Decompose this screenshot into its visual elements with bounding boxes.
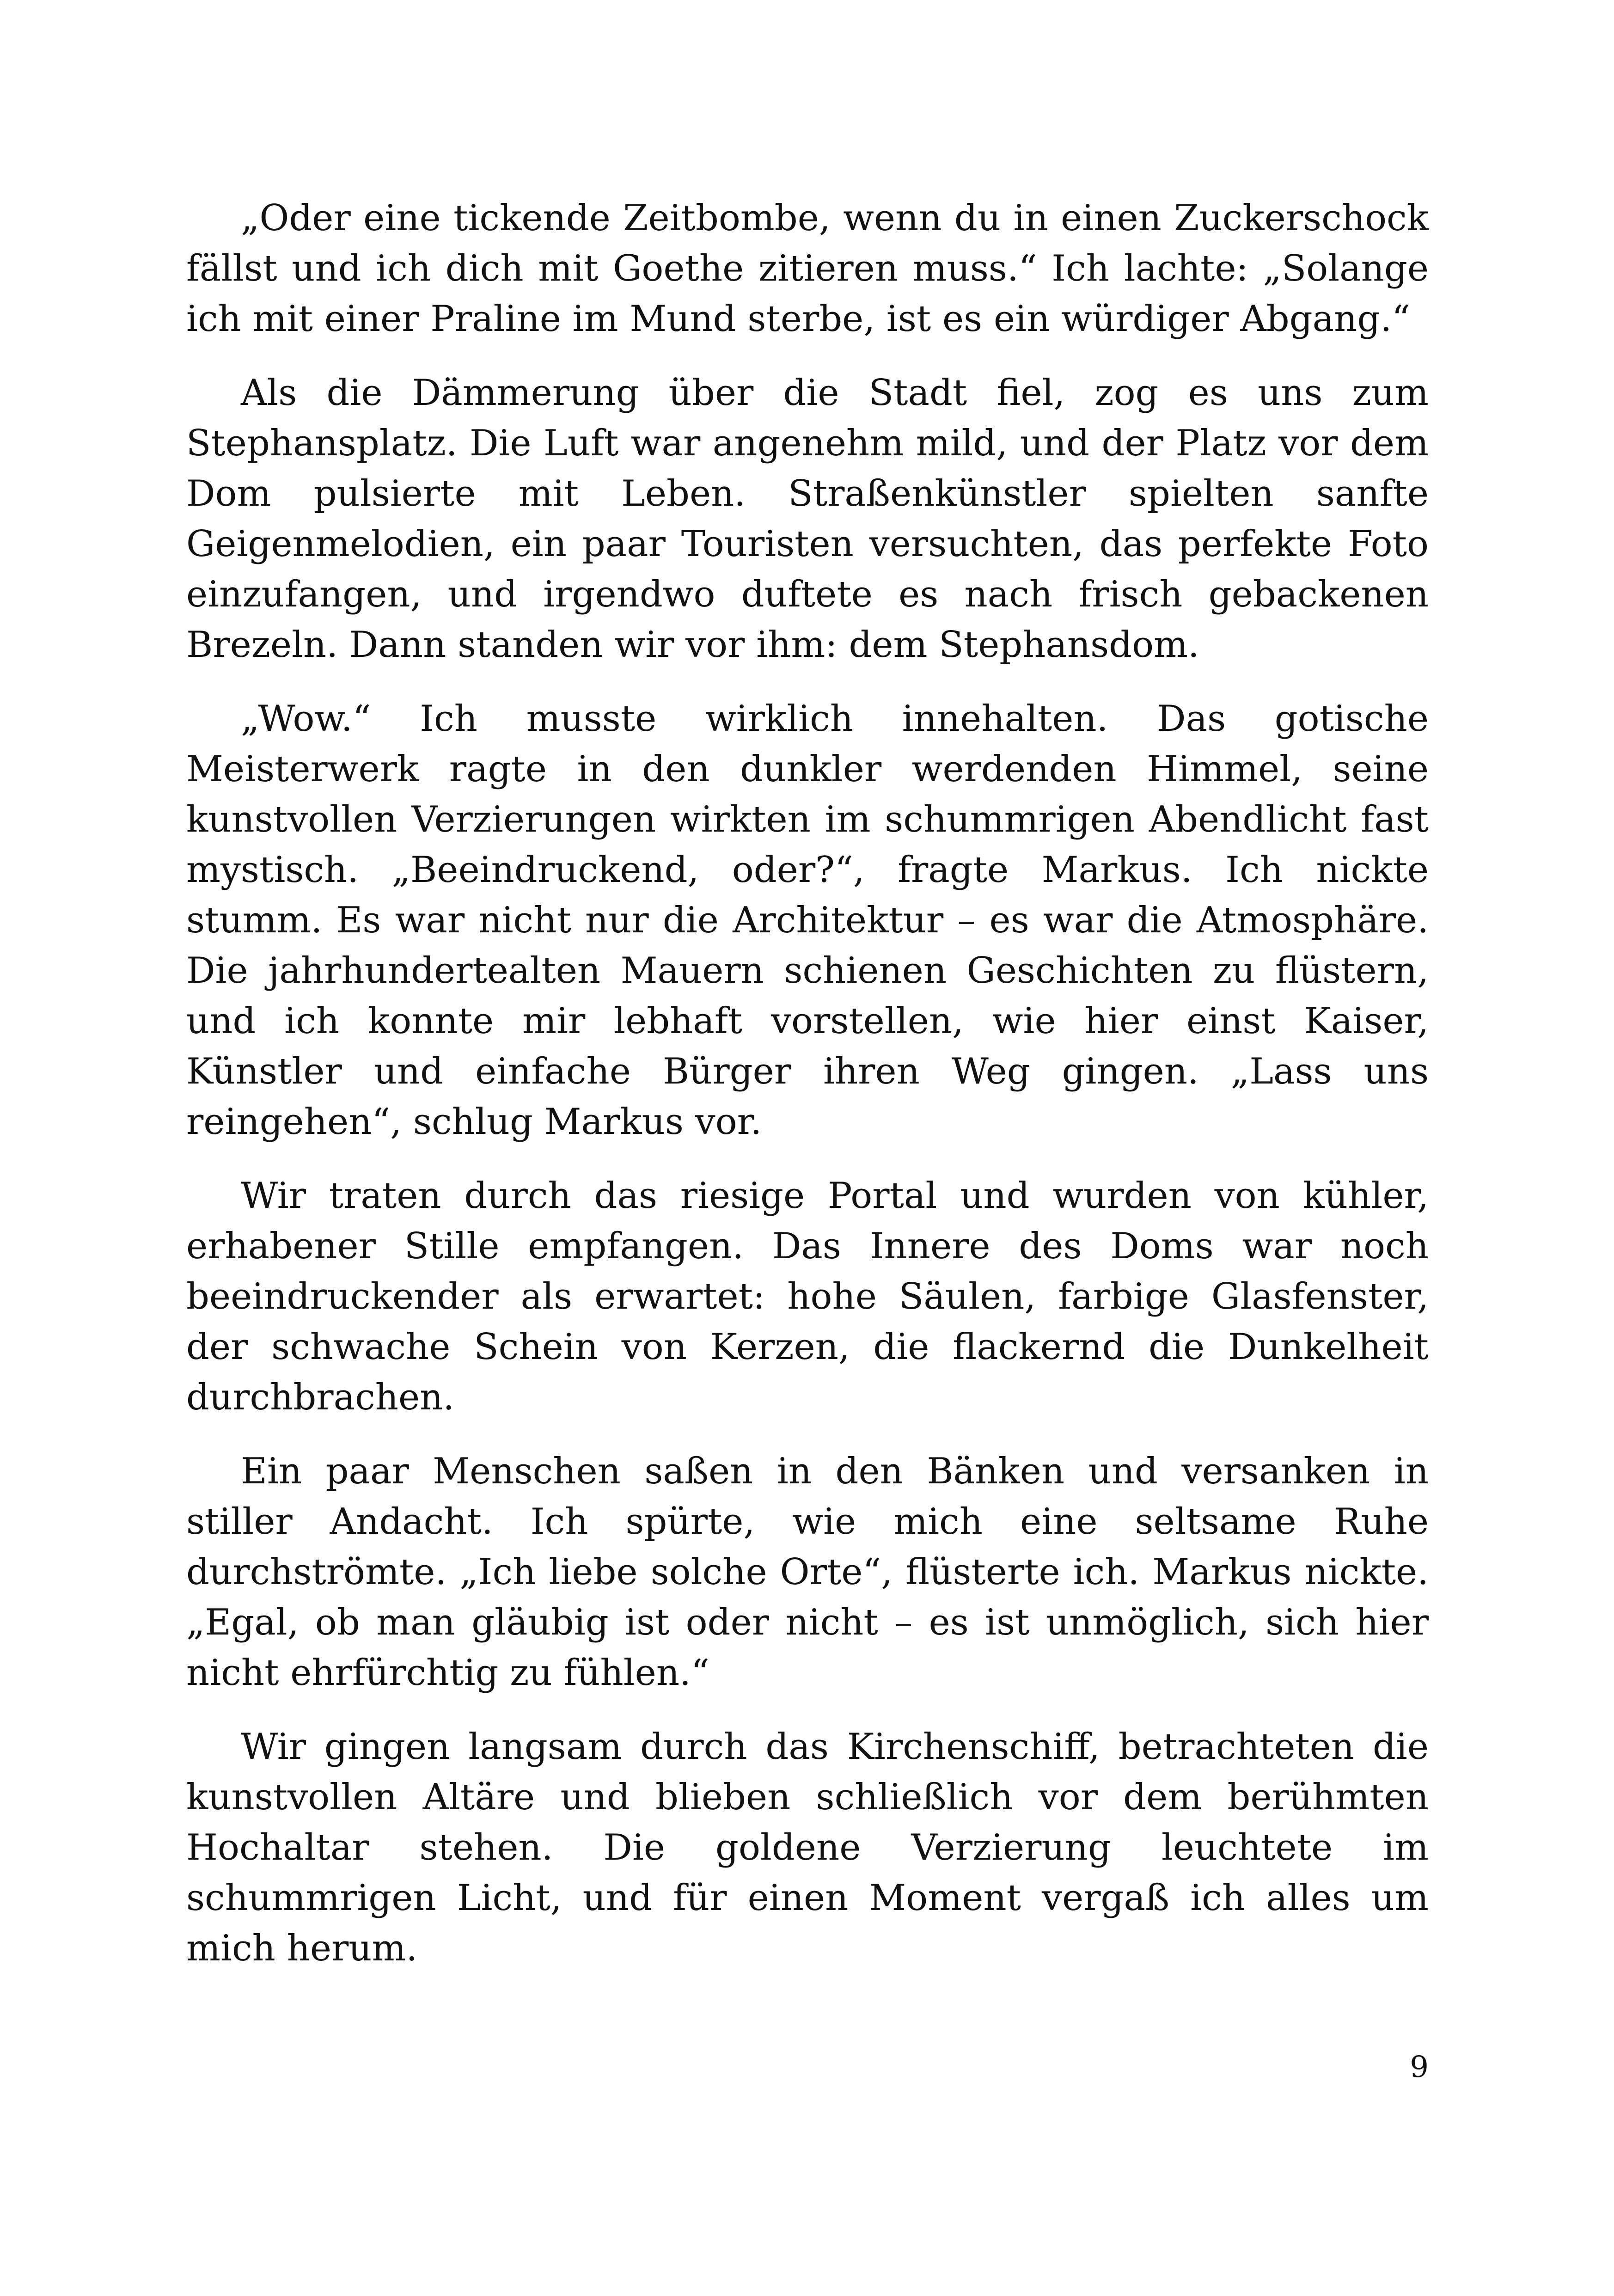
paragraph-1: „Oder eine tickende Zeitbombe, wenn du in einen Zuckerschock fällst und ich dich mit Goethe zitieren muss.“ Ich lachte: „Solange ich mit einer Praline im Mund sterbe, ist es ein würdiger Abgang.“ <box>186 197 1429 340</box>
paragraph-4: Wir traten durch das riesige Portal und wurden von kühler, erhabener Stille empfangen. Das Innere des Doms war noch beeindruckender als erwartet: hohe Säulen, farbige Glasfenster, der schwache Schein von Kerzen, die flackernd die Dunkelheit durchbrachen. <box>186 1175 1429 1418</box>
paragraph-2: Als die Dämmerung über die Stadt fiel, zog es uns zum Stephansplatz. Die Luft war angenehm mild, und der Platz vor dem Dom pulsierte mit Leben. Straßenkünstler spielten sanfte Geigenmelodien, ein paar Touristen versuchten, das perfekte Foto einzufangen, und irgendwo duftete es nach frisch gebackenen Brezeln. Dann standen wir vor ihm: dem Stephansdom. <box>186 372 1429 666</box>
page-number: 9 <box>1410 2050 1429 2084</box>
paragraph-5: Ein paar Menschen saßen in den Bänken und versanken in stiller Andacht. Ich spürte, wie mich eine seltsame Ruhe durchströmte. „Ich liebe solche Orte“, flüsterte ich. Markus nickte. „Egal, ob man gläubig ist oder nicht – es ist unmöglich, sich hier nicht ehrfürchtig zu fühlen.“ <box>186 1451 1429 1694</box>
paragraph-3: „Wow.“ Ich musste wirklich innehalten. Das gotische Meisterwerk ragte in den dunkler werdenden Himmel, seine kunstvollen Verzierungen wirkten im schummrigen Abendlicht fast mystisch. „Beeindruckend, oder?“, fragte Markus. Ich nickte stumm. Es war nicht nur die Architektur – es war die Atmosphäre. Die jahrhundertealten Mauern schienen Geschichten zu flüstern, und ich konnte mir lebhaft vorstellen, wie hier einst Kaiser, Künstler und einfache Bürger ihren Weg gingen. „Lass uns reingehen“, schlug Markus vor. <box>186 698 1429 1143</box>
paragraph-6: Wir gingen langsam durch das Kirchenschiff, betrachteten die kunstvollen Altäre und blieben schließlich vor dem berühmten Hochaltar stehen. Die goldene Verzierung leuchtete im schummrigen Licht, und für einen Moment vergaß ich alles um mich herum. <box>186 1726 1429 1969</box>
body-text <box>186 193 1429 1997</box>
